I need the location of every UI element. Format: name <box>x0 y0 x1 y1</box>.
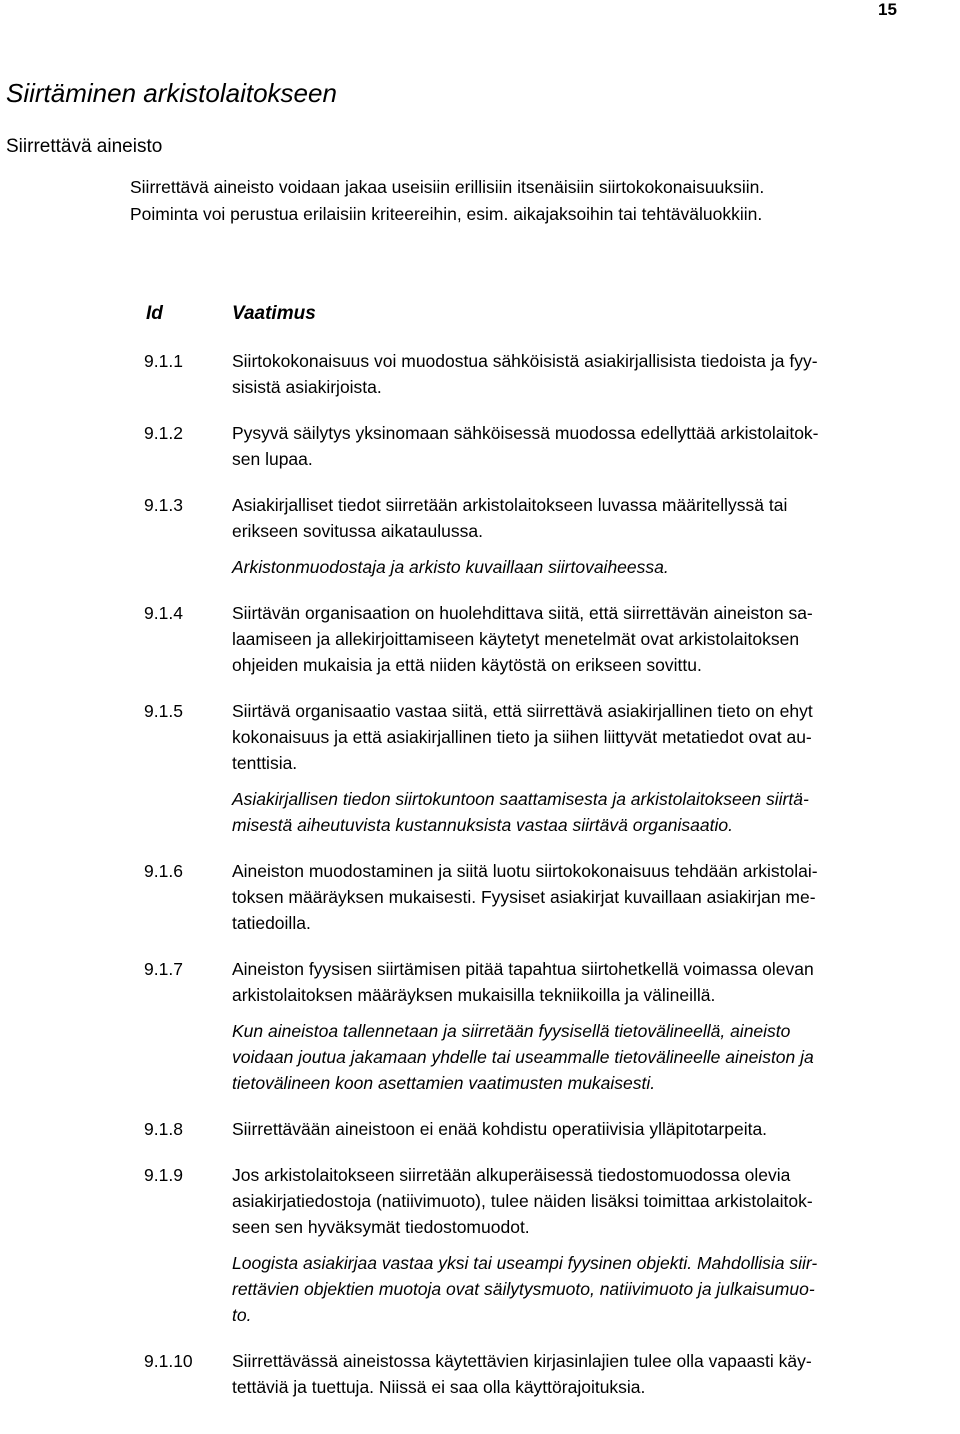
requirement-line: Aineiston muodostaminen ja siitä luotu siirtokokonaisuus tehdään arkistolai- <box>232 861 818 881</box>
intro-paragraph <box>130 174 950 228</box>
requirement-text <box>232 1162 952 1240</box>
requirement-id: 9.1.5 <box>144 701 183 721</box>
requirement-cell <box>232 858 952 936</box>
requirement-line: arkistolaitoksen määräyksen mukaisilla tekniikoilla ja välineillä. <box>232 985 716 1005</box>
requirement-text <box>232 1348 952 1400</box>
note-line: Loogista asiakirjaa vastaa yksi tai useampi fyysinen objekti. Mahdollisia siir- <box>232 1253 818 1273</box>
requirement-line: Pysyvä säilytys yksinomaan sähköisessä muodossa edellyttää arkistolaitok- <box>232 423 819 443</box>
section-title: Siirtäminen arkistolaitokseen <box>6 78 337 108</box>
requirement-line: Siirrettävään aineistoon ei enää kohdistu operatiivisia ylläpitotarpeita. <box>232 1119 768 1139</box>
note-line: rettävien objektien muotoja ovat säilytysmuoto, natiivimuoto ja julkaisumuo- <box>232 1279 815 1299</box>
requirement-line: sisistä asiakirjoista. <box>232 377 382 397</box>
requirement-line: Siirtävä organisaatio vastaa siitä, että siirrettävä asiakirjallinen tieto on ehyt <box>232 701 813 721</box>
requirement-id: 9.1.6 <box>144 861 183 881</box>
requirement-text <box>232 1116 952 1142</box>
requirement-id: 9.1.7 <box>144 959 183 979</box>
requirement-cell <box>232 1116 952 1142</box>
note-line: Kun aineistoa tallennetaan ja siirretään fyysisellä tietovälineellä, aineisto <box>232 1021 791 1041</box>
requirement-id: 9.1.2 <box>144 423 183 443</box>
requirement-cell <box>232 1162 952 1328</box>
requirement-cell <box>232 420 952 472</box>
requirement-text <box>232 956 952 1008</box>
requirement-line: Siirtävän organisaation on huolehdittava siitä, että siirrettävän aineiston sa- <box>232 603 813 623</box>
requirement-cell <box>232 956 952 1096</box>
table-row <box>130 348 952 400</box>
table-row <box>130 420 952 472</box>
note-line: voidaan joutua jakamaan yhdelle tai useammalle tietovälineelle aineiston ja <box>232 1047 814 1067</box>
intro-line: Poiminta voi perustua erilaisiin kriteereihin, esim. aikajaksoihin tai tehtäväluokkiin. <box>130 204 763 224</box>
requirement-cell <box>232 492 952 580</box>
requirement-cell <box>232 1348 952 1400</box>
requirement-note <box>232 1250 952 1328</box>
table-rows <box>130 348 952 1400</box>
requirement-line: Jos arkistolaitokseen siirretään alkuperäisessä tiedostomuodossa olevia <box>232 1165 791 1185</box>
requirement-id: 9.1.8 <box>144 1119 183 1139</box>
requirement-text <box>232 420 952 472</box>
note-line: misestä aiheutuvista kustannuksista vastaa siirtävä organisaatio. <box>232 815 733 835</box>
note-line: Arkistonmuodostaja ja arkisto kuvaillaan siirtovaiheessa. <box>232 557 669 577</box>
requirement-note <box>232 786 952 838</box>
requirement-cell <box>232 698 952 838</box>
requirement-line: laamiseen ja allekirjoittamiseen käytetyt menetelmät ovat arkistolaitoksen <box>232 629 800 649</box>
requirement-id: 9.1.3 <box>144 495 183 515</box>
requirement-text <box>232 858 952 936</box>
requirement-id: 9.1.10 <box>144 1351 193 1371</box>
requirement-text <box>232 492 952 544</box>
requirement-line: asiakirjatiedostoja (natiivimuoto), tulee näiden lisäksi toimittaa arkistolaitok- <box>232 1191 813 1211</box>
table-row <box>130 1116 952 1142</box>
requirement-line: erikseen sovitussa aikataulussa. <box>232 521 483 541</box>
requirement-id: 9.1.1 <box>144 351 183 371</box>
table-row <box>130 1348 952 1400</box>
requirement-line: Siirrettävässä aineistossa käytettävien kirjasinlajien tulee olla vapaasti käy- <box>232 1351 812 1371</box>
requirement-line: sen lupaa. <box>232 449 313 469</box>
requirement-line: Siirtokokonaisuus voi muodostua sähköisistä asiakirjallisista tiedoista ja fyy- <box>232 351 818 371</box>
table-row <box>130 858 952 936</box>
requirement-note <box>232 554 952 580</box>
requirement-id: 9.1.4 <box>144 603 183 623</box>
requirement-id: 9.1.9 <box>144 1165 183 1185</box>
table-row <box>130 492 952 580</box>
table-row <box>130 1162 952 1328</box>
requirement-text <box>232 698 952 776</box>
requirement-line: tenttisia. <box>232 753 298 773</box>
subsection-title: Siirrettävä aineisto <box>6 136 163 157</box>
requirement-line: ohjeiden mukaisia ja että niiden käytöstä on erikseen sovittu. <box>232 655 702 675</box>
table-row <box>130 600 952 678</box>
table-row <box>130 698 952 838</box>
requirement-line: tatiedoilla. <box>232 913 311 933</box>
note-line: to. <box>232 1305 252 1325</box>
requirements-table <box>130 300 952 1400</box>
page-number: 15 <box>878 0 897 19</box>
requirement-cell <box>232 348 952 400</box>
table-header <box>130 300 952 328</box>
requirement-line: tettäviä ja tuettuja. Niissä ei saa olla käyttörajoituksia. <box>232 1377 646 1397</box>
requirement-text <box>232 348 952 400</box>
note-line: tietovälineen koon asettamien vaatimusten mukaisesti. <box>232 1073 656 1093</box>
requirement-line: kokonaisuus ja että asiakirjallinen tieto ja siihen liittyvät metatiedot ovat au- <box>232 727 812 747</box>
requirement-text <box>232 600 952 678</box>
requirement-line: Aineiston fyysisen siirtämisen pitää tapahtua siirtohetkellä voimassa olevan <box>232 959 814 979</box>
intro-line: Siirrettävä aineisto voidaan jakaa useisiin erillisiin itsenäisiin siirtokokonaisuuksiin. <box>130 177 765 197</box>
note-line: Asiakirjallisen tiedon siirtokuntoon saattamisesta ja arkistolaitokseen siirtä- <box>232 789 809 809</box>
requirement-cell <box>232 600 952 678</box>
table-row <box>130 956 952 1096</box>
header-requirement: Vaatimus <box>232 303 316 324</box>
requirement-note <box>232 1018 952 1096</box>
requirement-line: toksen määräyksen mukaisesti. Fyysiset asiakirjat kuvaillaan asiakirjan me- <box>232 887 816 907</box>
requirement-line: Asiakirjalliset tiedot siirretään arkistolaitokseen luvassa määritellyssä tai <box>232 495 788 515</box>
requirement-line: seen sen hyväksymät tiedostomuodot. <box>232 1217 530 1237</box>
header-id: Id <box>146 303 163 324</box>
